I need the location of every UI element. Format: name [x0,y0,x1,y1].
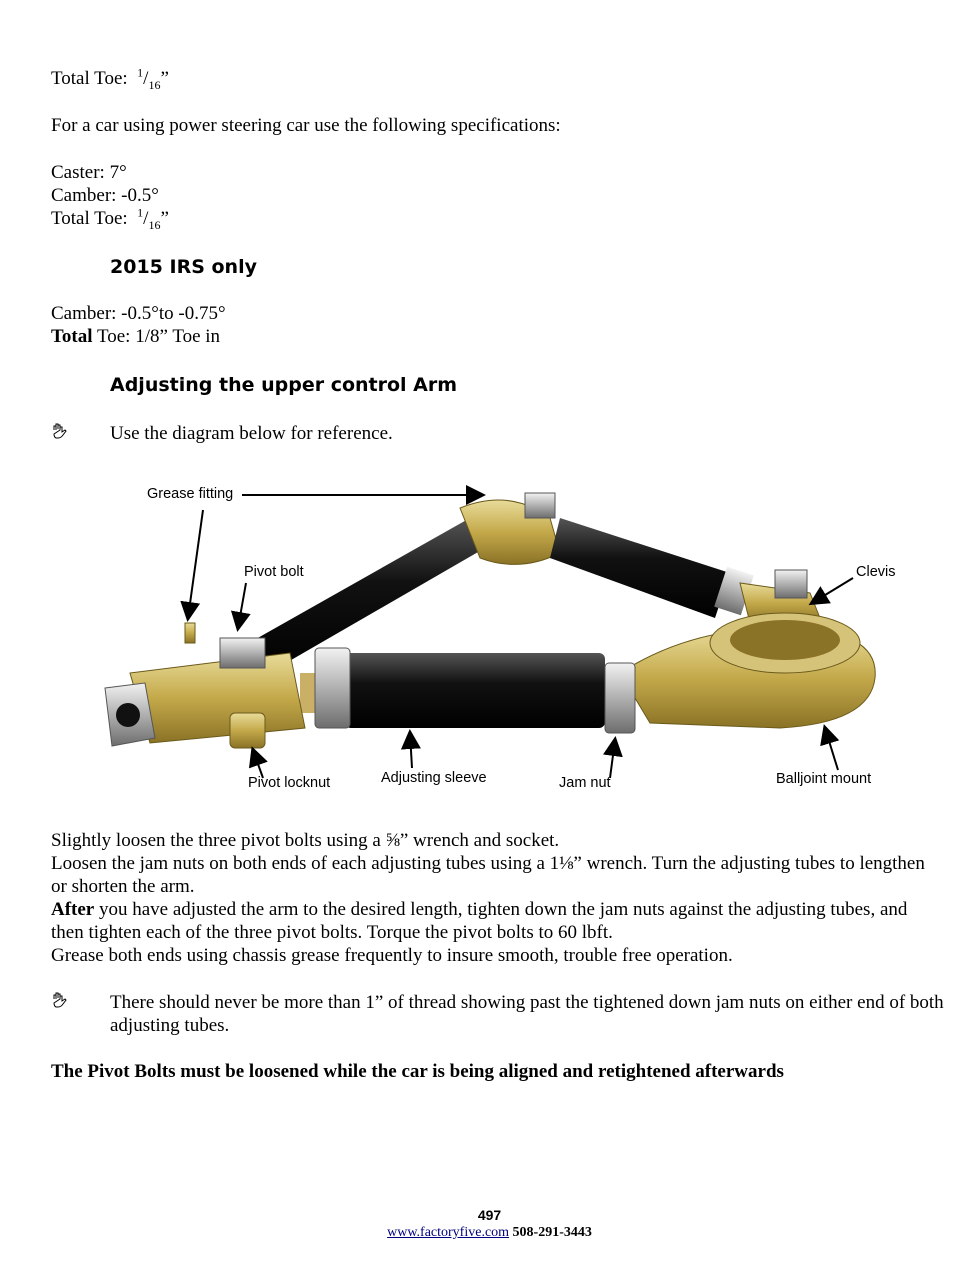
label-jam-nut: Jam nut [559,775,611,791]
footer-contact [0,1225,979,1241]
caster-line: Caster: 7° [51,162,127,183]
arrow-jam-nut [610,740,615,778]
footer-website-link[interactable]: www.factoryfive.com [387,1225,510,1240]
pivot-bolt-warning: The Pivot Bolts must be loosened while the car is being aligned and retightened afterwards [51,1061,784,1082]
total-toe-line-2: Total Toe: $^1/_{16}$” [51,205,169,232]
arrow-grease-fitting-2 [188,510,203,618]
heading-adjust-arm: Adjusting the upper control Arm [110,374,458,396]
pointing-hand-icon [51,990,71,1010]
arrow-balljoint-mount [825,728,838,770]
label-grease-fitting: Grease fitting [147,486,234,502]
label-clevis: Clevis [856,564,896,580]
instructions-paragraph [51,829,931,967]
label-adjusting-sleeve: Adjusting sleeve [381,770,487,786]
bullet-reference: Use the diagram below for reference. [110,423,393,444]
footer-phone: 508-291-3443 [512,1225,592,1240]
total-toe-line-1: Total Toe: $^1/_{16}$” [51,65,169,92]
irs-camber-line: Camber: -0.5°to -0.75° [51,303,226,324]
heading-irs: 2015 IRS only [110,256,257,278]
instruction-loosen-pivot: Slightly loosen the three pivot bolts using a ⅝” wrench and socket. [51,830,560,851]
upper-right-tube [550,518,754,618]
label-pivot-locknut: Pivot locknut [248,775,331,791]
instruction-loosen-jam-nuts: Loosen the jam nuts on both ends of each adjusting tubes using a 1⅛” wrench. Turn the adjusting tubes to lengthen or shorten the arm. [51,853,925,897]
page-number: 497 [477,1207,502,1223]
arrow-clevis [812,578,853,603]
balljoint-mount [620,613,875,728]
arrow-pivot-bolt [238,583,246,628]
label-balljoint-mount: Balljoint mount [776,771,872,787]
arrow-pivot-locknut [253,750,263,778]
instruction-grease: Grease both ends using chassis grease frequently to insure smooth, trouble free operation. [51,945,733,966]
pointing-hand-icon [51,421,71,441]
arrow-adjusting-sleeve [410,733,412,768]
bullet-thread-warning: There should never be more than 1” of thread showing past the tightened down jam nuts on either end of both adjusting tubes. [110,992,944,1036]
power-steering-intro: For a car using power steering car use the following specifications: [51,115,561,136]
upper-control-arm-diagram [90,478,920,798]
label-pivot-bolt: Pivot bolt [244,564,304,580]
instruction-tighten: After you have adjusted the arm to the desired length, tighten down the jam nuts against the adjusting tubes, and then tighten each of the three pivot bolts. Torque the pivot bolts to 60 lbft. [51,899,908,943]
irs-toe-line: Total Toe: 1/8” Toe in [51,326,221,347]
lower-adjusting-sleeve [300,648,635,733]
camber-line: Camber: -0.5° [51,185,159,206]
